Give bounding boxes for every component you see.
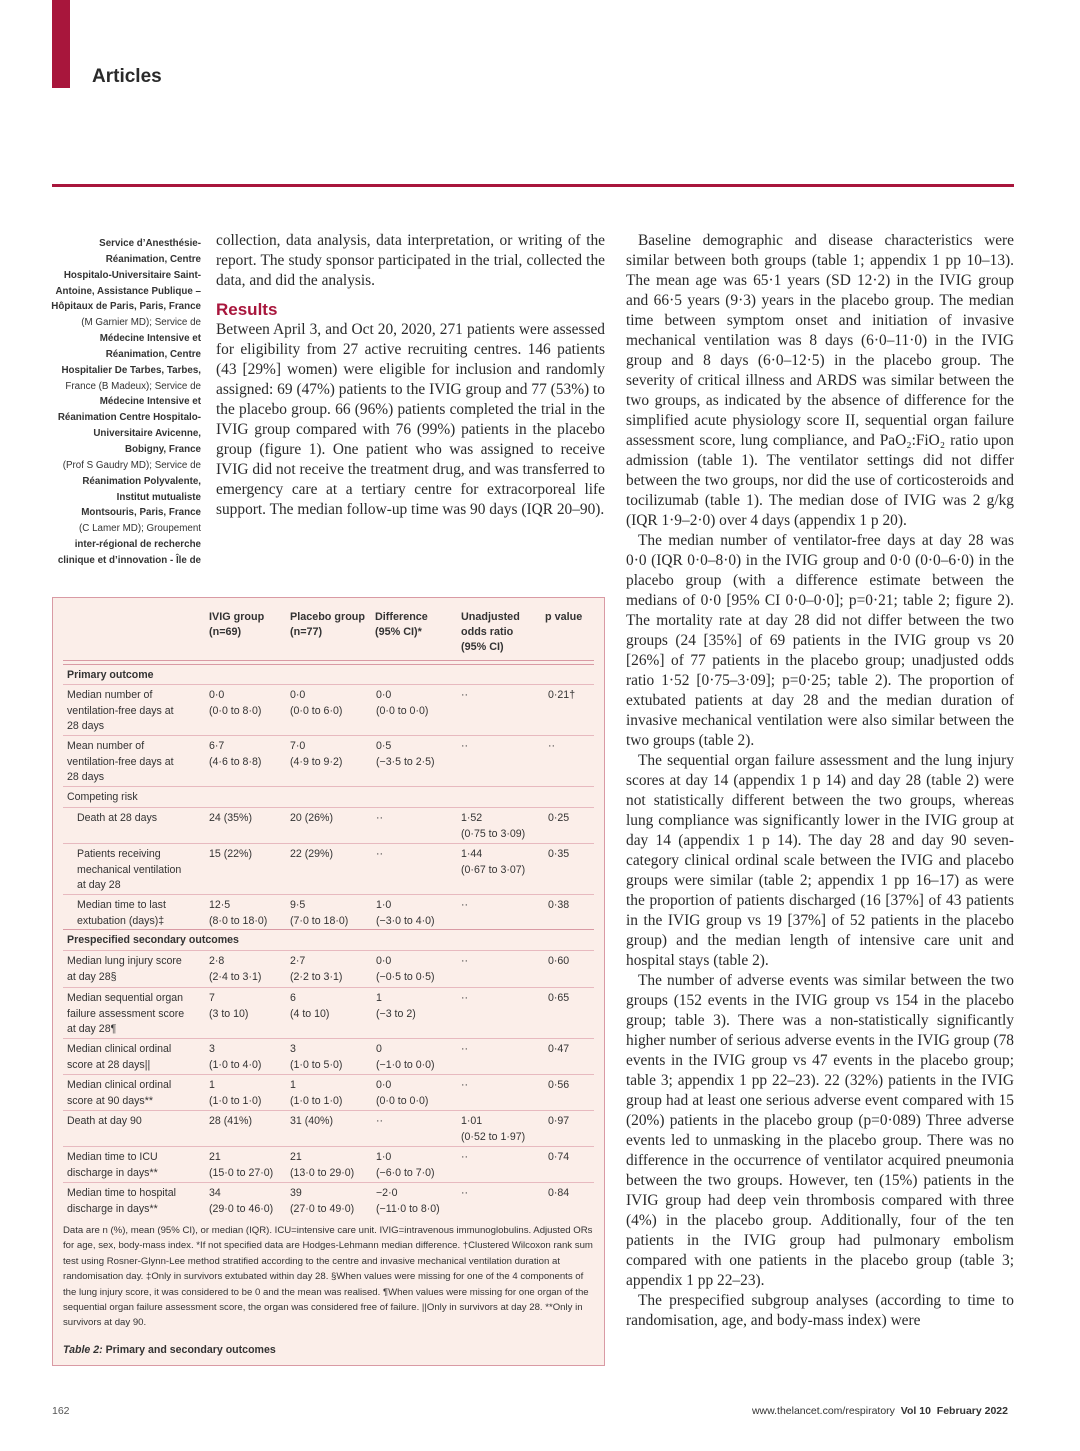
- body-paragraph: Baseline demographic and disease characteristics were similar between both groups (table 1; appendix 1 pp 10–13). The mean age was 65·1 years (SD 12·2) in the IVIG group and 66·5 years (9·3) years in the placebo group. The median time between symptom onset and initiation of invasive mechanical ventilation was 8 days (6·0–11·0) in the IVIG group and 8 days (6·0–12·5) in the placebo group. The severity of critical illness and ARDS was similar between the two groups, as indicated by the absence of difference for the simplified acute physiology score II, sequential organ failure assessment score, lung compliance, and PaO₂:FiO₂ ratio upon admission (table 1). The ventilator settings did not differ between the two groups, nor did the use of corticosteroids and tocilizumab (table 1). The median dose of IVIG was 2 g/kg (IQR 1·9–2·0) over 4 days (appendix 1 p 20).: [626, 232, 1014, 529]
- value-line: 20 (26%): [290, 812, 333, 824]
- value-line: 22 (29%): [290, 848, 333, 860]
- row-label: Median clinical ordinal score at 28 days||: [67, 1043, 172, 1071]
- value-line: ··: [461, 1187, 469, 1199]
- value-line: 0·0: [376, 1079, 392, 1091]
- value-line: (8·0 to 18·0): [209, 914, 268, 927]
- affiliations-sidebar: [40, 236, 201, 569]
- value-line: (1·0 to 5·0): [290, 1058, 343, 1071]
- value-line: (1·0 to 1·0): [290, 1094, 343, 1107]
- difference-value: [376, 1186, 440, 1217]
- table-row: [63, 843, 594, 895]
- column-header-line: IVIG group: [209, 611, 265, 623]
- value-line: 1·0: [376, 1151, 392, 1163]
- affiliation-line: Service d’Anesthésie-: [99, 238, 201, 249]
- table-row: [63, 1146, 594, 1183]
- value-line: 3: [290, 1043, 296, 1055]
- value-line: (15·0 to 27·0): [209, 1166, 274, 1179]
- affiliation-line: Hôpitaux de Paris, Paris, France: [51, 301, 201, 313]
- odds-ratio-value: [461, 954, 468, 970]
- value-line: ··: [461, 992, 469, 1004]
- table-row: [63, 807, 594, 844]
- column-header-odds-ratio: [461, 610, 520, 655]
- body-paragraph: The median number of ventilator-free days at day 28 was 0·0 (IQR 0·0–8·0) in the IVIG group and 0·0 (0·0–6·0) in the placebo group (with a difference estimate between the medians of 0·0 [95% CI 0·0–0·0]; p=0·21; table 2; figure 2). The mortality rate at day 28 did not differ between the two groups (24 [35%] of 69 patients in the IVIG group vs 20 [26%] of 77 patients in the placebo group; unadjusted odds ratio 1·52 [0·75–3·09]; p=0·25; table 2). The proportion of extubated patients at day 28 and the median duration of invasive mechanical ventilation were also similar between the two groups (table 2).: [626, 532, 1014, 749]
- affiliation-line: Institut mutualiste: [116, 491, 201, 503]
- ivig-value: [209, 1186, 273, 1217]
- p-value: 0·38: [548, 899, 570, 911]
- placebo-value: [290, 811, 333, 827]
- value-line: 12·5: [209, 899, 231, 911]
- ivig-value: [209, 1042, 261, 1073]
- column-header-line: (n=77): [290, 626, 323, 638]
- column-header-line: p value: [545, 611, 583, 623]
- table-row: [63, 1038, 594, 1075]
- ivig-value: [209, 1114, 252, 1130]
- value-line: 2·8: [209, 955, 225, 967]
- difference-value: [376, 1150, 435, 1181]
- row-label: Median sequential organ failure assessment score at day 28¶: [67, 992, 185, 1035]
- value-line: 1·52: [461, 812, 483, 824]
- header-rule: [52, 184, 1014, 187]
- value-line: 21: [290, 1151, 302, 1163]
- table-row: [63, 684, 594, 736]
- difference-value: [376, 1042, 435, 1073]
- affiliation-line: (Prof S Gaudry MD); Service de: [62, 459, 201, 471]
- p-value: 0·97: [548, 1115, 570, 1127]
- odds-ratio-value: [461, 811, 525, 842]
- row-label: Death at day 90: [67, 1115, 142, 1127]
- value-line: 34: [209, 1187, 221, 1199]
- value-line: (0·0 to 0·0): [376, 1094, 429, 1107]
- table-footnote: Data are n (%), mean (95% CI), or median (IQR). ICU=intensive care unit. IVIG=intravenous immunoglobulins. Adjusted ORs for age, sex, body-mass index. *If not specified data are Hodges-Lehmann median difference. †Clustered Wilcoxon rank sum test using Rosner-Glynn-Lee method stratified according to the centre and invasive mechanical ventilation duration at randomisation day. ‡Only in survivors extubated within day 28. §When values were missing for one of the 4 components of the lung injury score, it was considered to be 0 and the mean was realised. ¶When values were missing for one organ of the sequential organ failure assessment score, the organ was considered free of failure. ||Only in survivors at day 28. **Only in survivors at day 90.: [63, 1225, 593, 1329]
- value-line: 0·0: [290, 689, 306, 701]
- affiliation-line: Hospitalo-Universitaire Saint-: [63, 269, 201, 281]
- value-line: 6·7: [209, 740, 225, 752]
- affiliation-line: (M Garnier MD); Service de: [81, 317, 201, 329]
- value-line: (−3·5 to 2·5): [376, 755, 435, 768]
- table-row: [63, 735, 594, 787]
- section-label: Prespecified secondary outcomes: [67, 934, 239, 946]
- value-line: −2·0: [376, 1187, 398, 1199]
- value-line: (1·0 to 4·0): [209, 1058, 262, 1071]
- value-line: (−0·5 to 0·5): [376, 970, 435, 983]
- value-line: 1·01: [461, 1115, 483, 1127]
- ivig-value: [209, 954, 261, 985]
- affiliation-line: Réanimation Polyvalente,: [82, 475, 201, 487]
- value-line: ··: [461, 740, 469, 752]
- body-paragraph: The sequential organ failure assessment and the lung injury scores at day 14 (appendix 1 p 14) and day 28 (table 2) were not statistically different between the two groups, whereas lung compliance was significantly lower in the IVIG group at day 14 (appendix 1 p 14). The day 28 and day 90 seven-category clinical ordinal scale between the IVIG and placebo groups were similar (table 2; appendix 1 pp 16–17) as were the proportion of patients discharged (16 [37%] of 43 patients in the IVIG group vs 19 [37%] of 52 patients in the placebo group) and the median length of intensive care unit and hospital stays (table 2).: [626, 752, 1014, 969]
- table-row: [63, 987, 594, 1039]
- difference-value: [376, 898, 435, 929]
- p-value: 0·21†: [548, 689, 576, 701]
- p-value: ··: [548, 740, 556, 752]
- p-value: 0·56: [548, 1079, 570, 1091]
- value-line: (4·9 to 9·2): [290, 755, 343, 768]
- table-row: [63, 1074, 594, 1111]
- section-label: Articles: [92, 66, 162, 87]
- ivig-value: [209, 847, 252, 863]
- ivig-value: [209, 898, 267, 929]
- value-line: ··: [461, 899, 469, 911]
- difference-value: [376, 1078, 428, 1109]
- value-line: (0·0 to 0·0): [376, 704, 429, 717]
- journal-url: www.thelancet.com/respiratory: [751, 1405, 895, 1417]
- p-value: 0·60: [548, 955, 570, 967]
- value-line: (−11·0 to 8·0): [376, 1202, 440, 1215]
- odds-ratio-value: [461, 1078, 468, 1094]
- value-line: ··: [461, 1043, 469, 1055]
- value-line: 39: [290, 1187, 302, 1199]
- value-line: 1·44: [461, 848, 483, 860]
- value-line: 15 (22%): [209, 848, 252, 860]
- difference-value: [376, 1114, 383, 1130]
- value-line: (2·4 to 3·1): [209, 970, 262, 983]
- value-line: (4 to 10): [290, 1007, 330, 1020]
- value-line: (−3 to 2): [376, 1007, 416, 1020]
- p-value: 0·65: [548, 992, 570, 1004]
- affiliation-line: France (B Madeux); Service de: [65, 380, 201, 392]
- row-label: Median time to ICU discharge in days**: [67, 1151, 158, 1179]
- column-header-line: Placebo group: [290, 611, 365, 623]
- value-line: ··: [461, 955, 469, 967]
- placebo-value: [290, 1150, 354, 1181]
- difference-value: [376, 847, 383, 863]
- body-paragraph: The number of adverse events was similar between the two groups (152 events in the IVIG group vs 154 in the placebo group; table 3). There was a non-statistically significantly higher number of serious adverse events in the IVIG group (78 events in the IVIG group vs 47 events in the placebo group; table 3; appendix 1 pp 22–23). 22 (32%) patients in the IVIG group had at least one serious adverse event compared with 15 (20%) patients in the placebo group (p=0·089) Three adverse events led to unmasking in the placebo group. There was no difference in the occurrence of ventilator acquired pneumonia between the two groups. However, ten (15%) patients in the IVIG group had deep vein thrombosis compared with three (4%) in the placebo group. Additionally, four of the ten patients in the IVIG group had pulmonary embolism compared with one patients in the placebo group (table 3; appendix 1 pp 22–23).: [626, 972, 1014, 1289]
- table-caption-label: Table 2:: [63, 1344, 103, 1356]
- difference-value: [376, 688, 428, 719]
- p-value: 0·25: [548, 812, 570, 824]
- page-footer: [752, 1405, 1008, 1417]
- column-header-placebo: [290, 610, 365, 640]
- table-section-row: [63, 664, 594, 685]
- value-line: (7·0 to 18·0): [290, 914, 349, 927]
- table-row: [63, 786, 594, 808]
- difference-value: [376, 739, 435, 770]
- row-label: Median clinical ordinal score at 90 days**: [67, 1079, 172, 1107]
- value-line: ··: [461, 1151, 469, 1163]
- value-line: (29·0 to 46·0): [209, 1202, 274, 1215]
- value-line: (−6·0 to 7·0): [376, 1166, 435, 1179]
- value-line: 2·7: [290, 955, 306, 967]
- odds-ratio-value: [461, 1042, 468, 1058]
- table-section-row: [63, 929, 594, 951]
- value-line: 31 (40%): [290, 1115, 333, 1127]
- column-header-line: (95% CI)*: [375, 626, 422, 638]
- value-line: (0·0 to 6·0): [290, 704, 343, 717]
- value-line: ··: [461, 1079, 469, 1091]
- ivig-value: [209, 739, 261, 770]
- value-line: 1: [376, 992, 382, 1004]
- body-paragraph: The prespecified subgroup analyses (according to time to randomisation, age, and body-mass index) were: [626, 1292, 1014, 1329]
- value-line: (4·6 to 8·8): [209, 755, 262, 768]
- placebo-value: [290, 991, 329, 1022]
- value-line: 7: [209, 992, 215, 1004]
- row-label: Median number of ventilation-free days at 28 days: [67, 689, 174, 732]
- column-header-difference: [375, 610, 428, 640]
- odds-ratio-value: [461, 898, 468, 914]
- odds-ratio-value: [461, 1150, 468, 1166]
- value-line: ··: [461, 689, 469, 701]
- value-line: ··: [376, 812, 384, 824]
- value-line: 3: [209, 1043, 215, 1055]
- row-label: Competing risk: [67, 791, 138, 803]
- odds-ratio-value: [461, 1114, 525, 1145]
- value-line: (13·0 to 29·0): [290, 1166, 355, 1179]
- results-paragraph: Between April 3, and Oct 20, 2020, 271 patients were assessed for eligibility from 27 active recruiting centres. 146 patients (43 [29%] women) were eligible for inclusion and randomly assigned: 69 (47%) patients to the IVIG group and 77 (53%) to the placebo group. 66 (96%) patients completed the trial in the IVIG group compared with 76 (99%) patients in the placebo group (figure 1). One patient who was assigned to receive IVIG did not receive the treatment drug, and was transferred to emergency care at a tertiary centre for extracorporeal life support. The median follow-up time was 90 days (IQR 20–90).: [216, 321, 605, 518]
- p-value: 0·84: [548, 1187, 570, 1199]
- column-header-line: Unadjusted: [461, 611, 520, 623]
- value-line: (0·67 to 3·07): [461, 863, 526, 876]
- affiliation-line: inter-régional de recherche: [74, 539, 201, 551]
- table-2: [52, 597, 605, 1366]
- table-row: [63, 950, 594, 988]
- journal-color-bar: [52, 0, 70, 88]
- affiliation-line: Bobigny, France: [124, 443, 201, 455]
- ivig-value: [209, 991, 248, 1022]
- affiliation-line: Médecine Intensive et: [99, 396, 201, 408]
- ivig-value: [209, 1150, 273, 1181]
- odds-ratio-value: [461, 991, 468, 1007]
- placebo-value: [290, 1114, 333, 1130]
- row-label: Median time to hospital discharge in days**: [67, 1187, 176, 1215]
- value-line: (0·75 to 3·09): [461, 827, 526, 840]
- affiliation-line: Réanimation, Centre: [105, 253, 201, 265]
- journal-date: February 2022: [936, 1405, 1008, 1417]
- p-value: 0·47: [548, 1043, 570, 1055]
- value-line: 21: [209, 1151, 221, 1163]
- value-line: (2·2 to 3·1): [290, 970, 343, 983]
- value-line: ··: [376, 848, 384, 860]
- p-value: 0·35: [548, 848, 570, 860]
- placebo-value: [290, 739, 342, 770]
- value-line: 1: [209, 1079, 215, 1091]
- value-line: (0·0 to 8·0): [209, 704, 262, 717]
- value-line: ··: [376, 1115, 384, 1127]
- value-line: (27·0 to 49·0): [290, 1202, 355, 1215]
- column-header-p-value: [545, 610, 582, 625]
- column-header-line: Difference: [375, 611, 428, 623]
- column-header-ivig: [209, 610, 264, 640]
- intro-paragraph: collection, data analysis, data interpretation, or writing of the report. The study sponsor participated in the trial, collected the data, and did the analysis.: [216, 232, 605, 289]
- value-line: 0·0: [376, 689, 392, 701]
- p-value: 0·74: [548, 1151, 570, 1163]
- affiliation-line: Médecine Intensive et: [99, 333, 201, 345]
- odds-ratio-value: [461, 1186, 468, 1202]
- table-caption: [63, 1344, 276, 1356]
- affiliation-line: Réanimation, Centre: [105, 348, 201, 360]
- affiliation-line: (C Lamer MD); Groupement: [79, 523, 201, 535]
- affiliation-line: clinique et d’innovation - Île de: [57, 554, 201, 566]
- value-line: (3 to 10): [209, 1007, 249, 1020]
- placebo-value: [290, 1042, 342, 1073]
- right-column: [626, 231, 1014, 1331]
- value-line: (1·0 to 1·0): [209, 1094, 262, 1107]
- value-line: 7·0: [290, 740, 306, 752]
- value-line: (−1·0 to 0·0): [376, 1058, 435, 1071]
- row-label: Median lung injury score at day 28§: [67, 955, 182, 983]
- value-line: (−3·0 to 4·0): [376, 914, 435, 927]
- value-line: 6: [290, 992, 296, 1004]
- row-label: Mean number of ventilation-free days at 28 days: [67, 740, 174, 783]
- placebo-value: [290, 898, 348, 929]
- difference-value: [376, 991, 416, 1022]
- row-label: Death at 28 days: [77, 812, 158, 824]
- placebo-value: [290, 1078, 342, 1109]
- difference-value: [376, 811, 383, 827]
- table-caption-text: Primary and secondary outcomes: [105, 1344, 276, 1356]
- odds-ratio-value: [461, 739, 468, 755]
- value-line: 9·5: [290, 899, 306, 911]
- page-number: 162: [52, 1405, 70, 1417]
- table-row: [63, 894, 594, 930]
- affiliation-line: Universitaire Avicenne,: [93, 428, 201, 440]
- value-line: 1: [290, 1079, 296, 1091]
- journal-volume: Vol 10: [900, 1405, 931, 1417]
- value-line: 28 (41%): [209, 1115, 252, 1127]
- section-label: Primary outcome: [67, 669, 154, 681]
- table-row: [63, 1182, 594, 1219]
- row-label: Patients receiving mechanical ventilation at day 28: [77, 848, 182, 891]
- column-header-line: (95% CI): [461, 641, 504, 653]
- affiliation-line: Antoine, Assistance Publique –: [55, 285, 201, 297]
- table-row: [63, 1110, 594, 1147]
- ivig-value: [209, 1078, 261, 1109]
- ivig-value: [209, 811, 252, 827]
- value-line: 0·5: [376, 740, 392, 752]
- row-label: Median time to last extubation (days)‡: [77, 899, 166, 927]
- affiliation-line: Réanimation Centre Hospitalo-: [57, 412, 201, 424]
- value-line: 0·0: [376, 955, 392, 967]
- placebo-value: [290, 954, 342, 985]
- middle-column: [216, 231, 605, 520]
- column-header-line: (n=69): [209, 626, 242, 638]
- results-heading: Results: [216, 300, 278, 319]
- ivig-value: [209, 688, 261, 719]
- odds-ratio-value: [461, 847, 525, 878]
- value-line: 0: [376, 1043, 382, 1055]
- header-divider: [63, 660, 594, 661]
- column-header-line: odds ratio: [461, 626, 514, 638]
- odds-ratio-value: [461, 688, 468, 704]
- value-line: 24 (35%): [209, 812, 252, 824]
- affiliation-line: Montsouris, Paris, France: [81, 507, 201, 519]
- placebo-value: [290, 688, 342, 719]
- difference-value: [376, 954, 435, 985]
- value-line: 0·0: [209, 689, 225, 701]
- affiliation-line: Hospitalier De Tarbes, Tarbes,: [61, 364, 201, 376]
- placebo-value: [290, 847, 333, 863]
- value-line: 1·0: [376, 899, 392, 911]
- value-line: (0·52 to 1·97): [461, 1130, 526, 1143]
- placebo-value: [290, 1186, 354, 1217]
